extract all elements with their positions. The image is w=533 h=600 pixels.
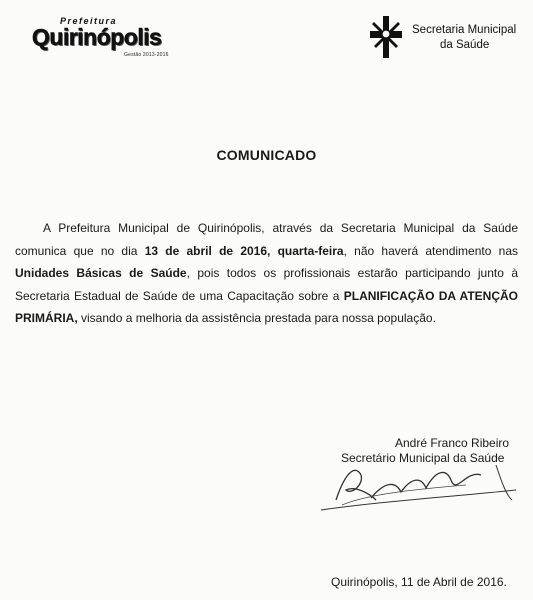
body-text: , não haverá atendimento nas <box>343 243 518 258</box>
secretaria-logo <box>370 14 520 64</box>
health-cross-icon <box>370 16 402 58</box>
notice-title: COMUNICADO <box>216 147 317 163</box>
body-units: Unidades Básicas de Saúde <box>15 266 187 280</box>
prefeitura-logo <box>32 16 172 60</box>
body-date: 13 de abril de 2016, quarta-feira <box>144 243 344 258</box>
body-text: visando a melhoria da assistência prestada para nossa população. <box>77 311 436 325</box>
body-topic: PLANIFICAÇÃO DA ATENÇÃO PRIMÁRIA, <box>15 288 518 325</box>
place-date: Quirinópolis, 11 de Abril de 2016. <box>331 575 507 589</box>
signatory-role: Secretário Municipal da Saúde <box>341 451 505 465</box>
secretaria-line1: Secretaria Municipal <box>412 24 517 36</box>
secretaria-line2: da Saúde <box>440 39 490 51</box>
body-text: A Prefeitura Municipal de Quirinópolis, através da Secretaria Municipal da Saúde comunica que no dia <box>15 221 518 258</box>
logo-tagline: Gestão 2013-2016 <box>124 52 169 58</box>
logo-city: Quirinópolis <box>32 24 162 50</box>
notice-body <box>15 217 518 330</box>
body-text: , pois todos os profissionais estarão participando junto à Secretaria Estadual de Saúde de uma Capacitação sobre a <box>15 266 518 303</box>
signatory-name: André Franco Ribeiro <box>395 436 510 450</box>
logo-prefix: Prefeitura <box>60 16 118 26</box>
